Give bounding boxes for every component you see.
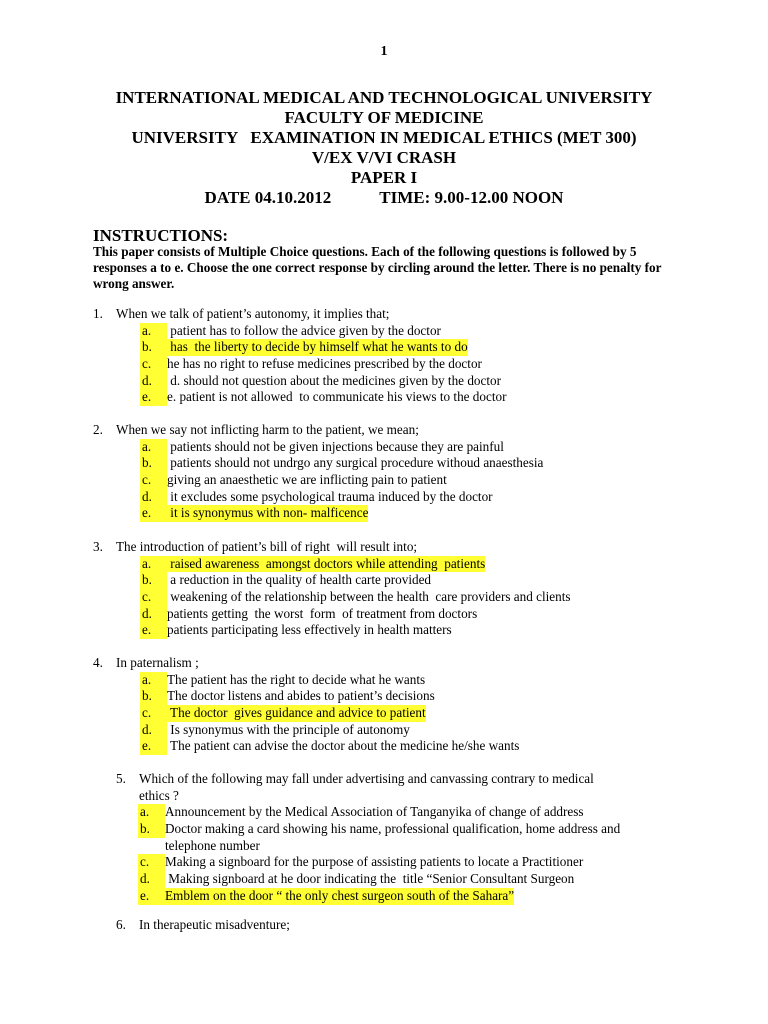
option-e[interactable] bbox=[138, 888, 620, 905]
option-a[interactable] bbox=[140, 439, 543, 456]
option-d[interactable] bbox=[140, 373, 507, 390]
option-e[interactable] bbox=[140, 389, 507, 406]
option-letter: c. bbox=[140, 705, 167, 722]
option-letter: c. bbox=[140, 472, 167, 489]
option-letter: e. bbox=[138, 888, 165, 905]
option-text: Emblem on the door “ the only chest surgeon south of the Sahara” bbox=[165, 887, 515, 903]
exam-title: UNIVERSITY EXAMINATION IN MEDICAL ETHICS (MET 300) bbox=[131, 128, 637, 147]
option-letter: d. bbox=[140, 489, 167, 506]
option-letter: a. bbox=[140, 556, 167, 573]
option-b[interactable] bbox=[140, 688, 519, 705]
option-text: The patient can advise the doctor about the medicine he/she wants bbox=[167, 738, 520, 754]
option-text: it is synonymus with non- malficence bbox=[167, 505, 369, 521]
exam-time: TIME: 9.00-12.00 NOON bbox=[379, 188, 564, 207]
option-letter: e. bbox=[140, 389, 167, 406]
option-letter: b. bbox=[140, 688, 167, 705]
option-text: patients should not undrgo any surgical procedure withoud anaesthesia bbox=[167, 455, 544, 471]
option-text: patient has to follow the advice given by the doctor bbox=[167, 322, 441, 338]
option-letter: e. bbox=[140, 505, 167, 522]
option-text: The doctor gives guidance and advice to patient bbox=[167, 705, 426, 721]
question-number: 1. bbox=[93, 306, 103, 321]
question-6 bbox=[116, 917, 290, 934]
option-b-continued bbox=[138, 838, 620, 855]
option-text: he has no right to refuse medicines prescribed by the doctor bbox=[167, 356, 482, 372]
exam-date: DATE 04.10.2012 bbox=[204, 188, 332, 207]
option-letter: d. bbox=[140, 373, 167, 390]
option-letter: c. bbox=[138, 854, 165, 871]
page-number: 1 bbox=[380, 44, 388, 59]
option-b[interactable] bbox=[140, 572, 571, 589]
question-1 bbox=[93, 306, 507, 406]
university-name: INTERNATIONAL MEDICAL AND TECHNOLOGICAL UNIVERSITY bbox=[115, 88, 653, 107]
question-text: In therapeutic misadventure; bbox=[139, 917, 290, 932]
option-d[interactable] bbox=[140, 606, 571, 623]
option-letter: d. bbox=[140, 606, 167, 623]
option-text: Is synonymus with the principle of autonomy bbox=[167, 721, 410, 737]
option-b[interactable] bbox=[140, 339, 507, 356]
option-a[interactable] bbox=[140, 672, 519, 689]
option-e[interactable] bbox=[140, 505, 543, 522]
option-text: Making a signboard for the purpose of assisting patients to locate a Practitioner bbox=[165, 854, 584, 870]
option-text: giving an anaesthetic we are inflicting pain to patient bbox=[167, 472, 447, 488]
option-text: raised awareness amongst doctors while attending patients bbox=[167, 555, 486, 571]
option-text: patients getting the worst form of treatment from doctors bbox=[167, 605, 478, 621]
option-c[interactable] bbox=[140, 356, 507, 373]
option-text: The patient has the right to decide what he wants bbox=[167, 671, 426, 687]
faculty-name: FACULTY OF MEDICINE bbox=[284, 108, 484, 127]
option-text: Doctor making a card showing his name, professional qualification, home address and bbox=[165, 821, 621, 837]
option-d[interactable] bbox=[140, 722, 519, 739]
option-letter: b. bbox=[140, 572, 167, 589]
option-c[interactable] bbox=[140, 589, 571, 606]
question-number: 4. bbox=[93, 655, 103, 670]
instructions-title: INSTRUCTIONS: bbox=[93, 226, 229, 245]
option-text: patients should not be given injections because they are painful bbox=[167, 438, 504, 454]
option-letter: b. bbox=[140, 339, 167, 356]
option-letter: d. bbox=[140, 722, 167, 739]
question-text-continued: ethics ? bbox=[139, 787, 179, 803]
option-text: d. should not question about the medicines given by the doctor bbox=[167, 372, 502, 388]
question-3 bbox=[93, 539, 571, 639]
question-text: The introduction of patient’s bill of right will result into; bbox=[116, 539, 418, 554]
option-letter: e. bbox=[140, 738, 167, 755]
option-b[interactable] bbox=[140, 455, 543, 472]
option-c[interactable] bbox=[140, 705, 519, 722]
option-text: The doctor listens and abides to patient’s decisions bbox=[167, 688, 435, 704]
question-2 bbox=[93, 422, 543, 522]
option-d[interactable] bbox=[138, 871, 620, 888]
instructions-text: This paper consists of Multiple Choice questions. Each of the following questions is followed by 5 responses a to e. Choose the one correct response by circling around the letter. There is no penalty for wrong answer. bbox=[93, 244, 662, 291]
option-text: has the liberty to decide by himself what he wants to do bbox=[167, 339, 468, 355]
option-text: e. patient is not allowed to communicate his views to the doctor bbox=[167, 389, 507, 405]
question-number: 6. bbox=[116, 917, 126, 932]
option-a[interactable] bbox=[138, 804, 620, 821]
option-c[interactable] bbox=[140, 472, 543, 489]
question-text: Which of the following may fall under advertising and canvassing contrary to medical bbox=[139, 771, 594, 786]
option-e[interactable] bbox=[140, 738, 519, 755]
option-letter: a. bbox=[140, 323, 167, 340]
question-number: 5. bbox=[116, 771, 126, 786]
question-number: 2. bbox=[93, 422, 103, 437]
option-e[interactable] bbox=[140, 622, 571, 639]
option-text: Making signboard at he door indicating the title “Senior Consultant Surgeon bbox=[165, 871, 575, 887]
question-5 bbox=[116, 771, 620, 905]
option-a[interactable] bbox=[140, 556, 571, 573]
option-text: a reduction in the quality of health carte provided bbox=[167, 572, 432, 588]
question-text: When we say not inflicting harm to the patient, we mean; bbox=[116, 422, 419, 437]
exam-class: V/EX V/VI CRASH bbox=[311, 148, 457, 167]
option-c[interactable] bbox=[138, 854, 620, 871]
option-b[interactable] bbox=[138, 821, 620, 838]
option-text-continued: telephone number bbox=[165, 837, 260, 853]
option-letter: a. bbox=[140, 672, 167, 689]
date-time-line bbox=[0, 188, 768, 208]
option-text: weakening of the relationship between the health care providers and clients bbox=[167, 589, 571, 605]
option-text: it excludes some psychological trauma induced by the doctor bbox=[167, 488, 493, 504]
question-text: When we talk of patient’s autonomy, it implies that; bbox=[116, 306, 390, 321]
option-letter: b. bbox=[138, 821, 165, 838]
option-letter: a. bbox=[138, 804, 165, 821]
option-a[interactable] bbox=[140, 323, 507, 340]
question-4 bbox=[93, 655, 519, 755]
option-letter: e. bbox=[140, 622, 167, 639]
option-letter: c. bbox=[140, 356, 167, 373]
option-letter: a. bbox=[140, 439, 167, 456]
question-text: In paternalism ; bbox=[116, 655, 199, 670]
question-number: 3. bbox=[93, 539, 103, 554]
paper-label: PAPER I bbox=[350, 168, 418, 187]
option-letter: c. bbox=[140, 589, 167, 606]
option-text: Announcement by the Medical Association of Tanganyika of change of address bbox=[165, 804, 584, 820]
option-text: patients participating less effectively in health matters bbox=[167, 622, 452, 638]
exam-header bbox=[0, 88, 768, 208]
option-letter: b. bbox=[140, 455, 167, 472]
option-d[interactable] bbox=[140, 489, 543, 506]
option-letter: d. bbox=[138, 871, 165, 888]
